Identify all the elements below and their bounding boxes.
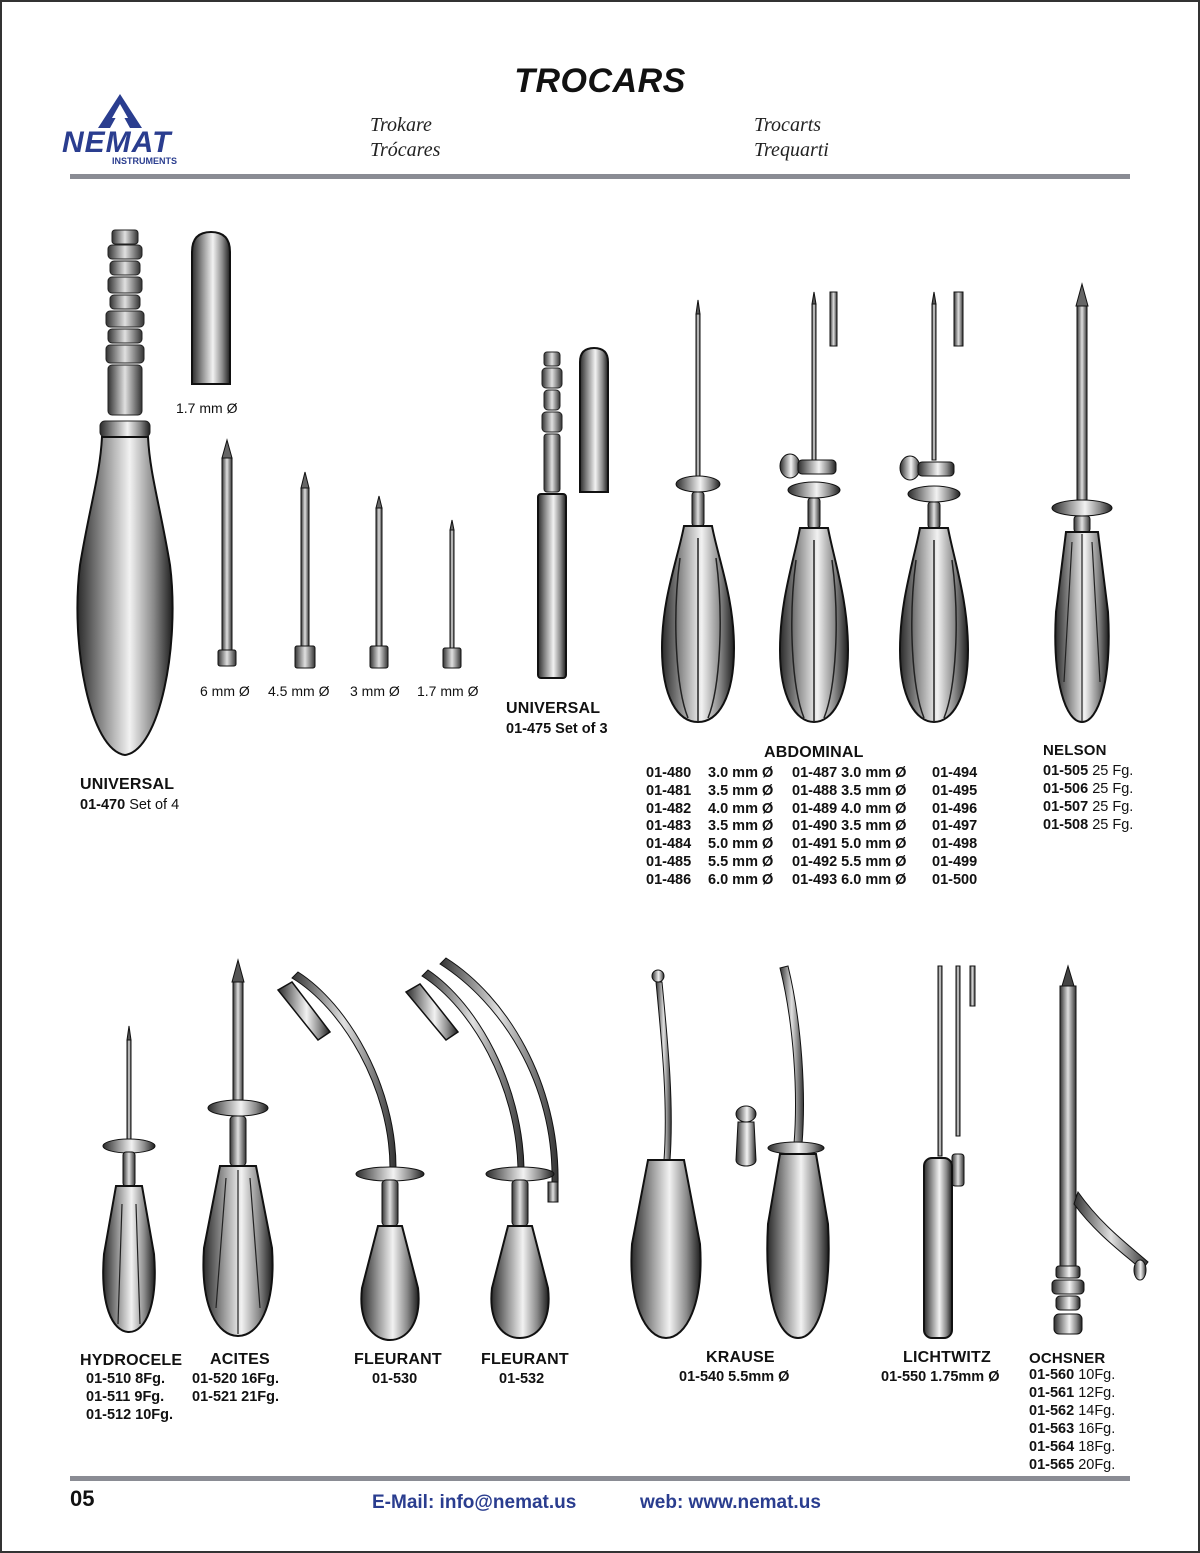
nelson-code: 01-505 (1043, 763, 1089, 779)
ochsner-size: 14Fg. (1078, 1403, 1116, 1419)
acites-name: ACITES (210, 1351, 270, 1368)
ochsner-code: 01-560 (1029, 1367, 1075, 1383)
table-cell: 01-496 (932, 800, 978, 817)
size-label-4-5mm: 4.5 mm Ø (268, 683, 330, 699)
ochsner-code: 01-561 (1029, 1385, 1075, 1401)
lichtwitz-code: 01-550 1.75mm Ø (881, 1369, 1000, 1385)
size-label-3mm: 3 mm Ø (350, 683, 400, 699)
footer-rule (70, 1476, 1130, 1481)
fleurant-530-name: FLEURANT (354, 1351, 442, 1368)
universal-handle-icon (70, 225, 180, 765)
ochsner-size: 20Fg. (1078, 1457, 1116, 1473)
universal-475-name: UNIVERSAL (506, 700, 601, 717)
list-item (1043, 780, 1133, 798)
nelson-code: 01-507 (1043, 799, 1089, 815)
table-cell: 01-494 (932, 765, 978, 781)
table-cell: 01-486 (646, 871, 692, 888)
acites-list (192, 1370, 279, 1406)
table-cell: 01-480 (646, 765, 692, 781)
nelson-name: NELSON (1043, 742, 1107, 759)
page-title: TROCARS (514, 62, 686, 100)
fleurant-530-code: 01-530 (372, 1371, 418, 1387)
page-number: 05 (70, 1486, 95, 1511)
abdominal-494-icon (892, 290, 982, 726)
nelson-list (1043, 762, 1133, 834)
nelson-size: 25 Fg. (1092, 781, 1134, 797)
universal-470-code: 01-470 (80, 797, 126, 813)
universal-475-code: 01-475 Set of 3 (506, 721, 608, 737)
ochsner-name: OCHSNER (1029, 1350, 1106, 1367)
translation-it: Trequarti (754, 139, 829, 161)
universal-475-cap-icon (578, 346, 610, 494)
translation-de: Trokare (370, 114, 432, 136)
list-item (1029, 1384, 1115, 1402)
email-link[interactable]: E-Mail: info@nemat.us (372, 1492, 577, 1513)
lichtwitz-trocar-icon (916, 964, 986, 1342)
size-label-1-7mm: 1.7 mm Ø (417, 683, 479, 699)
list-item (1043, 816, 1133, 834)
ochsner-trocar-icon (1044, 964, 1150, 1344)
krause-trocar-icon (628, 964, 848, 1342)
table-cell: 01-490 3.5 mm Ø (792, 818, 907, 835)
table-cell: 01-493 6.0 mm Ø (792, 871, 907, 888)
table-cell: 3.5 mm Ø (708, 782, 774, 799)
web-link[interactable]: web: www.nemat.us (640, 1492, 821, 1513)
table-cell: 01-497 (932, 818, 978, 835)
logo-subtitle: INSTRUMENTS (112, 156, 177, 166)
trocar-1-7mm-icon (437, 518, 467, 670)
abdominal-name: ABDOMINAL (764, 744, 864, 761)
table-cell: 01-500 (932, 871, 978, 888)
nelson-code: 01-508 (1043, 817, 1089, 833)
table-cell: 01-492 5.5 mm Ø (792, 853, 907, 870)
universal-470-name: UNIVERSAL (80, 776, 175, 793)
table-cell: 4.0 mm Ø (708, 800, 774, 817)
list-item (1043, 798, 1133, 816)
abdominal-col1-sizes (708, 765, 773, 890)
acites-trocar-icon (196, 958, 280, 1340)
krause-name: KRAUSE (706, 1349, 775, 1366)
list-item (1043, 762, 1133, 780)
ochsner-code: 01-563 (1029, 1421, 1075, 1437)
table-cell: 01-482 (646, 800, 692, 817)
table-cell: 01-499 (932, 853, 978, 870)
size-label-6mm: 6 mm Ø (200, 683, 250, 699)
ochsner-size: 18Fg. (1078, 1439, 1116, 1455)
list-item: 01-520 16Fg. (192, 1371, 280, 1387)
abdominal-480-icon (658, 298, 738, 726)
ochsner-size: 10Fg. (1078, 1367, 1116, 1383)
list-item (1029, 1366, 1115, 1384)
list-item: 01-512 10Fg. (86, 1407, 174, 1423)
nelson-size: 25 Fg. (1092, 763, 1134, 779)
hydrocele-trocar-icon (94, 1024, 164, 1336)
table-cell: 01-487 3.0 mm Ø (792, 765, 907, 781)
list-item: 01-521 21Fg. (192, 1389, 280, 1405)
fleurant-532-icon (400, 962, 570, 1342)
fleurant-532-code: 01-532 (499, 1371, 545, 1387)
abdominal-487-icon (772, 290, 862, 726)
nelson-trocar-icon (1048, 282, 1116, 726)
universal-cap-icon (188, 230, 234, 388)
table-cell: 01-488 3.5 mm Ø (792, 782, 907, 799)
table-cell: 01-498 (932, 836, 978, 853)
table-cell: 01-485 (646, 853, 692, 870)
list-item (1029, 1420, 1115, 1438)
ochsner-code: 01-564 (1029, 1439, 1075, 1455)
list-item (1029, 1402, 1115, 1420)
nelson-size: 25 Fg. (1092, 799, 1134, 815)
logo-wordmark: NEMAT (62, 126, 172, 159)
table-cell: 01-484 (646, 836, 692, 853)
nelson-code: 01-506 (1043, 781, 1089, 797)
table-cell: 3.0 mm Ø (708, 765, 774, 781)
list-item (1029, 1456, 1115, 1474)
table-cell: 01-489 4.0 mm Ø (792, 800, 907, 817)
trocar-4-5mm-icon (290, 470, 320, 670)
cap-size-label: 1.7 mm Ø (176, 400, 238, 416)
lichtwitz-name: LICHTWITZ (903, 1349, 991, 1366)
table-cell: 3.5 mm Ø (708, 818, 774, 835)
hydrocele-list (86, 1370, 173, 1424)
ochsner-size: 12Fg. (1078, 1385, 1116, 1401)
fleurant-532-name: FLEURANT (481, 1351, 569, 1368)
abdominal-col1-codes (646, 765, 691, 890)
table-cell: 01-481 (646, 782, 692, 799)
universal-470-desc: Set of 4 (129, 797, 180, 813)
table-cell: 01-491 5.0 mm Ø (792, 836, 907, 853)
hydrocele-name: HYDROCELE (80, 1352, 183, 1369)
abdominal-col3 (932, 765, 977, 890)
universal-470-code-line (80, 796, 179, 814)
ochsner-size: 16Fg. (1078, 1421, 1116, 1437)
universal-475-handle-icon (532, 348, 572, 682)
header-rule (70, 174, 1130, 179)
ochsner-code: 01-565 (1029, 1457, 1075, 1473)
table-cell: 6.0 mm Ø (708, 871, 774, 888)
trocar-6mm-icon (212, 438, 242, 670)
table-cell: 5.0 mm Ø (708, 836, 774, 853)
list-item: 01-511 9Fg. (86, 1389, 165, 1405)
translation-es: Trócares (370, 139, 441, 161)
krause-code: 01-540 5.5mm Ø (679, 1369, 790, 1385)
table-cell: 01-495 (932, 782, 978, 799)
table-cell: 5.5 mm Ø (708, 853, 774, 870)
list-item (1029, 1438, 1115, 1456)
ochsner-list (1029, 1366, 1115, 1474)
trocar-3mm-icon (364, 494, 394, 670)
ochsner-code: 01-562 (1029, 1403, 1075, 1419)
nelson-size: 25 Fg. (1092, 817, 1134, 833)
abdominal-col2 (792, 765, 906, 890)
translation-fr: Trocarts (754, 114, 822, 136)
table-cell: 01-483 (646, 818, 692, 835)
list-item: 01-510 8Fg. (86, 1371, 165, 1387)
